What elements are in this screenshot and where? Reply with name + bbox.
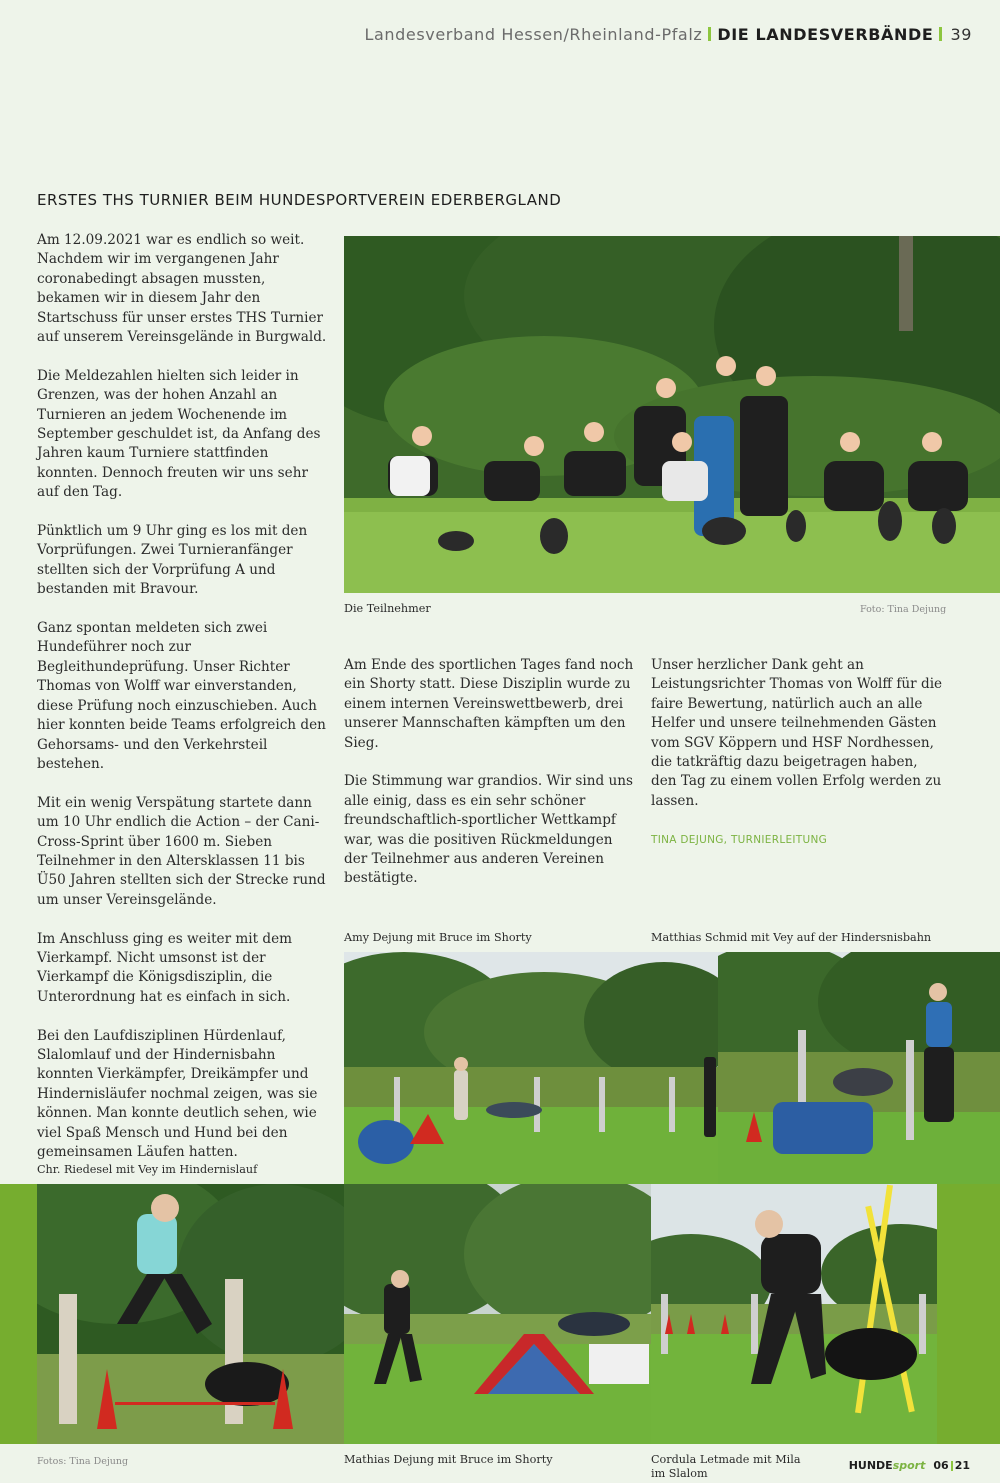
issue-divider xyxy=(951,1461,953,1471)
article-column-3 xyxy=(651,656,943,850)
paragraph: Mit ein wenig Verspätung startete dann um 10 Uhr endlich die Action – der Cani-Cross-Sprint über 1600 m. Sieben Teilnehmer in den Altersklassen 11 bis Ü50 Jahren stellten sich der Strecke rund um unser Vereinsgelände. xyxy=(37,794,326,908)
paragraph: Die Meldezahlen hielten sich leider in Grenzen, was der hohen Anzahl an Turnieren an jedem Wochenende im September geschuldet ist, da Anfang des Jahren kaum Turniere stattfinden konnten. Dennoch freuten wir uns sehr auf den Tag. xyxy=(37,367,321,501)
header-divider xyxy=(708,27,711,41)
author-credit: TINA DEJUNG, TURNIERLEITUNG xyxy=(651,833,828,846)
article-title: ERSTES THS TURNIER BEIM HUNDESPORTVEREIN EDERBERGLAND xyxy=(37,191,562,209)
caption-matthias-hindernis: Matthias Schmid mit Vey auf der Hindersnisbahn xyxy=(651,931,932,944)
article-column-2 xyxy=(344,656,636,889)
photo-credit: Foto: Tina Dejung xyxy=(860,604,947,615)
bottom-photo-credit: Fotos: Tina Dejung xyxy=(37,1456,129,1467)
paragraph: Ganz spontan meldeten sich zwei Hundeführer noch zur Begleithundeprüfung. Unser Richter Thomas von Wolff war einverstanden, diese Prüfung noch einzuschieben. Auch hier konnten beide Teams erfolgreich den Gehorsams- und den Verkehrsteil bestehen. xyxy=(37,620,326,772)
header-divider xyxy=(939,27,942,41)
caption-line: im Slalom xyxy=(651,1467,708,1480)
photo-riedesel-hindernis xyxy=(37,1184,344,1444)
magazine-logo xyxy=(849,1459,970,1472)
caption-amy-shorty: Amy Dejung mit Bruce im Shorty xyxy=(344,931,532,944)
issue-number: 06 xyxy=(933,1459,949,1472)
photo-cordula-slalom xyxy=(651,1184,937,1444)
paragraph: Im Anschluss ging es weiter mit dem Vierkampf. Nicht umsonst ist der Vierkampf die Königsdisziplin, die Unterordnung hat es einfach in sich. xyxy=(37,930,293,1005)
photo-matthias-hindernis xyxy=(718,952,1000,1184)
paragraph: Am Ende des sportlichen Tages fand noch ein Shorty statt. Diese Disziplin wurde zu einem internen Vereinswettbewerb, drei unserer Mannschaften kämpften um den Sieg. xyxy=(344,657,634,751)
paragraph: Die Stimmung war grandios. Wir sind uns alle einig, dass es ein sehr schöner freundschaftlich-sportlicher Wettkampf war, was die positiven Rückmeldungen der Teilnehmer aus anderen Vereinen bestätigte. xyxy=(344,773,634,887)
photo-amy-shorty xyxy=(344,952,718,1184)
section-path: Landesverband Hessen/Rheinland-Pfalz xyxy=(364,24,703,44)
paragraph: Pünktlich um 9 Uhr ging es los mit den Vorprüfungen. Zwei Turnieranfänger stellten sich der Vorprüfung A und bestanden mit Bravour. xyxy=(37,523,308,598)
page-header xyxy=(364,22,972,46)
caption-line: Cordula Letmade mit Mila xyxy=(651,1453,801,1466)
paragraph: Unser herzlicher Dank geht an Leistungsrichter Thomas von Wolff für die faire Bewertung, natürlich auch an alle Helfer und unsere teilnehmenden Gästen vom SGV Köppern und HSF Nordhessen, die tatkräftig dazu beigetragen haben, den Tag zu einem vollen Erfolg werden zu lassen. xyxy=(651,657,943,809)
caption-group-photo: Die Teilnehmer xyxy=(344,602,431,615)
caption-cordula-slalom xyxy=(651,1453,801,1481)
logo-sport: sport xyxy=(892,1459,926,1472)
logo-hunde: HUNDE xyxy=(848,1459,893,1472)
photo-mathias-shorty xyxy=(344,1184,651,1444)
group-photo xyxy=(344,236,1000,593)
article-column-1 xyxy=(37,231,327,1162)
issue-year: 21 xyxy=(954,1459,970,1472)
caption-mathias-shorty: Mathias Dejung mit Bruce im Shorty xyxy=(344,1453,553,1466)
paragraph: Am 12.09.2021 war es endlich so weit. Nachdem wir im vergangenen Jahr coronabedingt absagen mussten, bekamen wir in diesem Jahr den Startschuss für unser erstes THS Turnier auf unserem Vereinsgelände in Burgwald. xyxy=(37,232,327,346)
paragraph: Bei den Laufdisziplinen Hürdenlauf, Slalomlauf und der Hindernisbahn konnten Vierkämpfer, Dreikämpfer und Hindernisläufer nochmal zeigen, was sie können. Man konnte deutlich sehen, wie viel Spaß Mensch und Hund bei den gemeinsamen Läufen hatten. xyxy=(37,1027,318,1160)
caption-riedesel-hindernis: Chr. Riedesel mit Vey im Hindernislauf xyxy=(37,1163,258,1176)
page-number: 39 xyxy=(950,24,972,44)
section-name: DIE LANDESVERBÄNDE xyxy=(717,24,934,44)
